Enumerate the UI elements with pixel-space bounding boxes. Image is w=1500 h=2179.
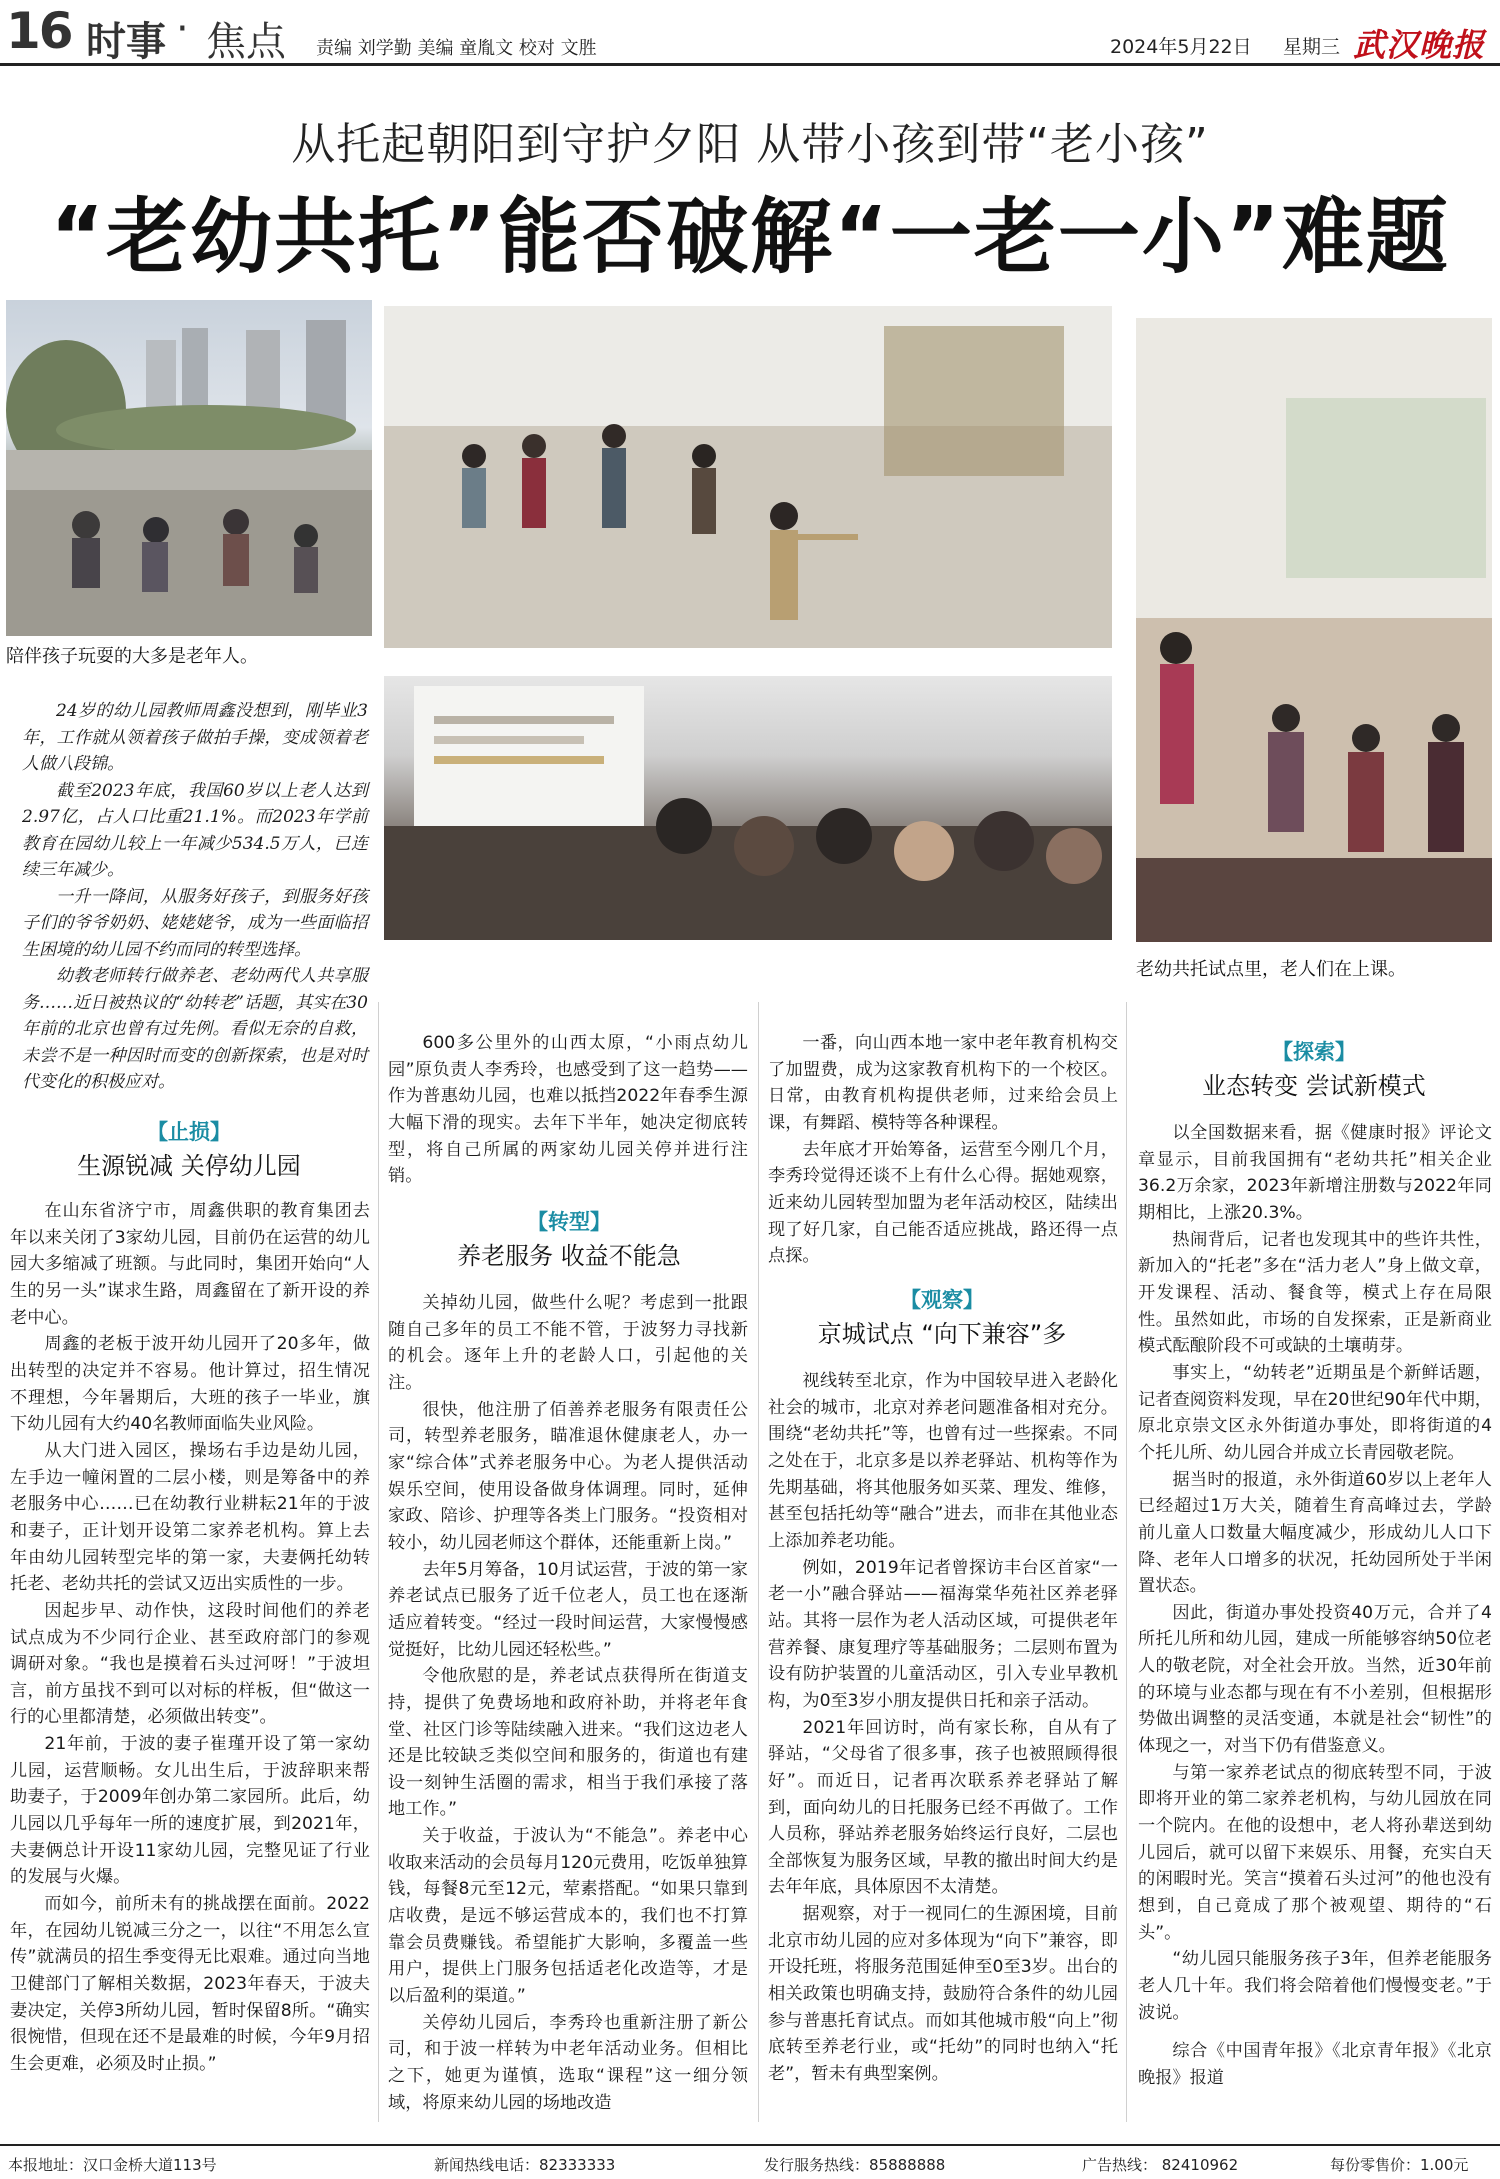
body-paragraph: 一番，向山西本地一家中老年教育机构交了加盟费，成为这家教育机构下的一个校区。日常，由教育机构提供老师，过来给会员上课，有舞蹈、模特等各种课程。 xyxy=(768,1033,1118,1133)
column-rule xyxy=(1126,1002,1127,2122)
footer-ad-hotline: 广告热线： 82410962 xyxy=(1082,2156,1239,2174)
section-title: 京城试点 “向下兼容”多 xyxy=(817,1320,1067,1348)
article-subhead: 从托起朝阳到守护夕阳 从带小孩到带“老小孩” xyxy=(291,119,1209,170)
body-paragraph: 关停幼儿园后，李秀玲也重新注册了新公司，和于波一样转为中老年活动业务。但相比之下，她更为谨慎，选取“课程”这一细分领域，将原来幼儿园的场地改造 xyxy=(388,2012,748,2113)
footer-address: 本报地址：汉口金桥大道113号 xyxy=(8,2156,217,2174)
section-tag: 【止损】 xyxy=(147,1120,231,1144)
column-rule xyxy=(758,1002,759,2122)
intro-paragraph: 幼教老师转行做养老、老幼两代人共享服务……近日被热议的“幼转老”话题，其实在30年前的北京也曾有过先例。看似无奈的自救，未尝不是一种因时而变的创新探索，也是对时代变化的积极应对。 xyxy=(22,966,368,1093)
body-paragraph: 而如今，前所未有的挑战摆在面前。2022年，在园幼儿锐减三分之一，以往“不用怎么宣传”就满员的招生季变得无比艰难。通过向当地卫健部门了解相关数据，2023年春天，于波夫妻决定，关停3所幼儿园，暂时保留8所。“确实很惋惜，但现在还不是最难的时候，今年9月招生会更难，必须及时止损。” xyxy=(10,1894,370,2074)
page-footer xyxy=(0,2144,1500,2179)
issue-weekday: 星期三 xyxy=(1283,36,1341,58)
playground-photo-icon xyxy=(6,300,372,636)
body-paragraph: “幼儿园只能服务孩子3年，但养老能服务老人几十年。我们将会陪着他们慢慢变老。”于波说。 xyxy=(1138,1949,1492,2023)
section-lead xyxy=(768,1030,1118,1270)
body-paragraph: 从大门进入园区，操场右手边是幼儿园，左手边一幢闲置的二层小楼，则是筹备中的养老服务中心……已在幼教行业耕耘21年的于波和妻子，正计划开设第二家养老机构。算上去年由幼儿园转型完毕的第一家，夫妻俩托幼转托老、老幼共托的尝试又迈出实质性的一步。 xyxy=(10,1440,370,1595)
article-headline: “老幼共托”能否破解“一老一小”难题 xyxy=(50,190,1450,285)
photo-caption-right: 老幼共托试点里，老人们在上课。 xyxy=(1136,959,1406,980)
body-paragraph: 去年底才开始筹备，运营至今刚几个月，李秀玲觉得还谈不上有什么心得。据她观察，近来幼儿园转型加盟为老年活动校区，陆续出现了好几家，自己能否适应挑战，路还得一点点探。 xyxy=(768,1139,1118,1267)
body-paragraph: 关于收益，于波认为“不能急”。养老中心收取来活动的会员每月120元费用，吃饭单独算钱，每餐8元至12元，荤素搭配。“如果只靠到店收费，是远不够运营成本的，我们也不打算靠会员费赚钱。希望能扩大影响，多覆盖一些用户，提供上门服务包括适老化改造等，才是以后盈利的渠道。” xyxy=(388,1826,748,2007)
body-paragraph: 因起步早、动作快，这段时间他们的养老试点成为不少同行企业、甚至政府部门的参观调研对象。“我也是摸着石头过河呀！”于波坦言，前方虽找不到可以对标的样板，但“做这一行的心里都清楚，必须做出转变”。 xyxy=(10,1600,370,1728)
body-paragraph: 视线转至北京，作为中国较早进入老龄化社会的城市，北京对养老问题准备相对充分。围绕“老幼共托”等，也曾有过一些探索。不同之处在于，北京多是以养老驿站、机构等作为先期基础，将其他服务如买菜、理发、维修，甚至包括托幼等“融合”进去，而非在其他业态上添加养老功能。 xyxy=(768,1371,1118,1551)
body-paragraph: 据当时的报道，永外街道60岁以上老年人已经超过1万大关，随着生育高峰过去，学龄前儿童人口数量大幅度减少，形成幼儿人口下降、老年人口增多的状况，托幼园所处于半闲置状态。 xyxy=(1138,1469,1492,1597)
elderly-class-photo-icon xyxy=(1136,318,1492,942)
section-tag: 【探索】 xyxy=(1272,1040,1356,1064)
intro-paragraph: 截至2023年底，我国60岁以上老人达到2.97亿，占人口比重21.1%。而2023年学前教育在园幼儿较上一年减少534.5万人，已连续三年减少。 xyxy=(22,780,368,881)
body-paragraph: 因此，街道办事处投资40万元，合并了4所托儿所和幼儿园，建成一所能够容纳50位老人的敬老院，对全社会开放。当然，近30年前的环境与业态都与现在有不小差别，但根据形势做出调整的灵活变通，本就是社会“韧性”的体现之一，对当下仍有借鉴意义。 xyxy=(1138,1602,1492,1757)
body-paragraph: 周鑫的老板于波开幼儿园开了20多年，做出转型的决定并不容易。他计算过，招生情况不理想，今年暑期后，大班的孩子一毕业，旗下幼儿园有大约40名教师面临失业风险。 xyxy=(10,1334,370,1435)
body-paragraph: 在山东省济宁市，周鑫供职的教育集团去年以来关闭了3家幼儿园，目前仍在运营的幼儿园大多缩减了班额。与此同时，集团开始向“人生的另一头”谋求生路，周鑫留在了新开设的养老中心。 xyxy=(10,1201,370,1328)
issue-date: 2024年5月22日 xyxy=(1110,36,1252,58)
section-body xyxy=(388,1290,748,2116)
section-body xyxy=(1138,1120,1492,2092)
intro-paragraph: 24岁的幼儿园教师周鑫没想到，刚毕业3年，工作就从领着孩子做拍手操，变成领着老人做八段锦。 xyxy=(22,701,368,775)
section-body xyxy=(768,1368,1118,2088)
body-paragraph: 21年前，于波的妻子崔瑾开设了第一家幼儿园，运营顺畅。女儿出生后，于波辞职来帮助妻子，于2009年创办第二家园所。此后，幼儿园以几乎每年一所的速度扩展，到2021年，夫妻俩总计开设11家幼儿园，完整见证了行业的发展与火爆。 xyxy=(10,1734,370,1888)
footer-distribution-hotline: 发行服务热线：85888888 xyxy=(764,2156,946,2174)
body-paragraph: 令他欣慰的是，养老试点获得所在街道支持，提供了免费场地和政府补助，并将老年食堂、社区门诊等陆续融入进来。“我们这边老人还是比较缺乏类似空间和服务的，街道也有建设一刻钟生活圈的需求，相当于我们承接了落地工作。” xyxy=(388,1666,748,1820)
section-title: 业态转变 尝试新模式 xyxy=(1202,1072,1426,1100)
page-header xyxy=(0,0,1500,66)
body-paragraph: 据观察，对于一视同仁的生源困境，目前北京市幼儿园的应对多体现为“向下”兼容，即开设托班，将服务范围延伸至0至3岁。出台的相关政策也明确支持，鼓励符合条件的幼儿园参与普惠托育试点。而如其他城市般“向上”彻底转至养老行业，或“托幼”的同时也纳入“托老”，暂未有典型案例。 xyxy=(768,1904,1118,2085)
editor-credits: 责编 刘学勤 美编 童胤文 校对 文胜 xyxy=(316,38,597,59)
body-paragraph: 与第一家养老试点的彻底转型不同，于波即将开业的第二家养老机构，与幼儿园放在同一个院内。在他的设想中，老人将孙辈送到幼儿园后，就可以留下来娱乐、用餐，充实白天的闲暇时光。笑言“摸着石头过河”的他也没有想到，自己竟成了那个被观望、期待的“石头”。 xyxy=(1138,1762,1492,1943)
section-subname: 焦点 xyxy=(206,19,286,65)
photo-dance-class xyxy=(384,306,1112,648)
body-paragraph: 去年5月筹备，10月试运营，于波的第一家养老试点已服务了近千位老人，员工也在逐渐适应着转变。“经过一段时间运营，大家慢慢感觉挺好，比幼儿园还轻松些。” xyxy=(388,1559,748,1660)
footer-news-hotline: 新闻热线电话：82333333 xyxy=(434,2156,616,2174)
body-paragraph: 600多公里外的山西太原，“小雨点幼儿园”原负责人李秀玲，也感受到了这一趋势——作为普惠幼儿园，也难以抵挡2022年春季生源大幅下滑的现实。去年下半年，她决定彻底转型，将自己所属的两家幼儿园关停并进行注销。 xyxy=(388,1033,748,1187)
paper-logo: 武汉晚报 xyxy=(1353,26,1486,64)
column-rule xyxy=(378,1002,379,2122)
section-name: 时事 xyxy=(86,19,166,65)
lecture-photo-icon xyxy=(384,676,1112,940)
body-paragraph: 热闹背后，记者也发现其中的些许共性，新加入的“托老”多在“活力老人”身上做文章，开发课程、活动、餐食等，模式上存在局限性。虽然如此，市场的自发探索，正是新商业模式酝酿阶段不可或缺的土壤萌芽。 xyxy=(1138,1229,1492,1357)
body-paragraph: 2021年回访时，尚有家长称，自从有了驿站，“父母省了很多事，孩子也被照顾得很好”。而近日，记者再次联系养老驿站了解到，面向幼儿的日托服务已经不再做了。工作人员称，驿站养老服务始终运行良好，二层也全部恢复为服务区域，早教的撤出时间大约是去年年底，具体原因不太清楚。 xyxy=(768,1717,1118,1898)
intro-text xyxy=(22,698,368,1096)
section-title: 生源锐减 关停幼儿园 xyxy=(77,1152,301,1180)
body-paragraph: 关掉幼儿园，做些什么呢？考虑到一批跟随自己多年的员工不能不管，于波努力寻找新的机会。逐年上升的老龄人口，引起他的关注。 xyxy=(388,1293,748,1393)
dance-photo-icon xyxy=(384,306,1112,648)
body-paragraph: 很快，他注册了佰善养老服务有限责任公司，转型养老服务，瞄准退休健康老人，办一家“综合体”式养老服务中心。为老人提供活动娱乐空间，使用设备做身体调理。同时，延伸家政、陪诊、护理等各类上门服务。“投资相对较小，幼儿园老师这个群体，还能重新上岗。” xyxy=(388,1399,748,1553)
body-paragraph: 例如，2019年记者曾探访丰台区首家“一老一小”融合驿站——福海棠华苑社区养老驿站。其将一层作为老人活动区域，可提供老年营养餐、康复理疗等基础服务；二层则布置为设有防护装置的儿童活动区，引入专业早教机构，为0至3岁小朋友提供日托和亲子活动。 xyxy=(768,1557,1118,1711)
photo-lecture xyxy=(384,676,1112,940)
section-body xyxy=(10,1198,370,2078)
photo-caption-left: 陪伴孩子玩耍的大多是老年人。 xyxy=(6,646,258,667)
section-lead xyxy=(388,1030,748,1190)
article-credit: 综合《中国青年报》《北京青年报》《北京晚报》报道 xyxy=(1138,2041,1492,2088)
footer-price: 每份零售价：1.00元 xyxy=(1330,2156,1469,2174)
intro-paragraph: 一升一降间，从服务好孩子，到服务好孩子们的爷爷奶奶、姥姥姥爷，成为一些面临招生困境的幼儿园不约而同的转型选择。 xyxy=(22,886,368,960)
section-separator: · xyxy=(176,6,189,52)
photo-playground xyxy=(6,300,372,636)
section-tag: 【转型】 xyxy=(527,1210,611,1234)
body-paragraph: 以全国数据来看，据《健康时报》评论文章显示，目前我国拥有“老幼共托”相关企业36.2万余家，2023年新增注册数与2022年同期相比，上涨20.3%。 xyxy=(1138,1123,1492,1223)
body-paragraph: 事实上，“幼转老”近期虽是个新鲜话题，记者查阅资料发现，早在20世纪90年代中期，原北京崇文区永外街道办事处，即将街道的4个托儿所、幼儿园合并成立长青园敬老院。 xyxy=(1138,1362,1492,1463)
section-title: 养老服务 收益不能急 xyxy=(457,1242,681,1270)
section-tag: 【观察】 xyxy=(900,1288,984,1312)
photo-elderly-class xyxy=(1136,318,1492,942)
page-number: 16 xyxy=(6,2,72,60)
